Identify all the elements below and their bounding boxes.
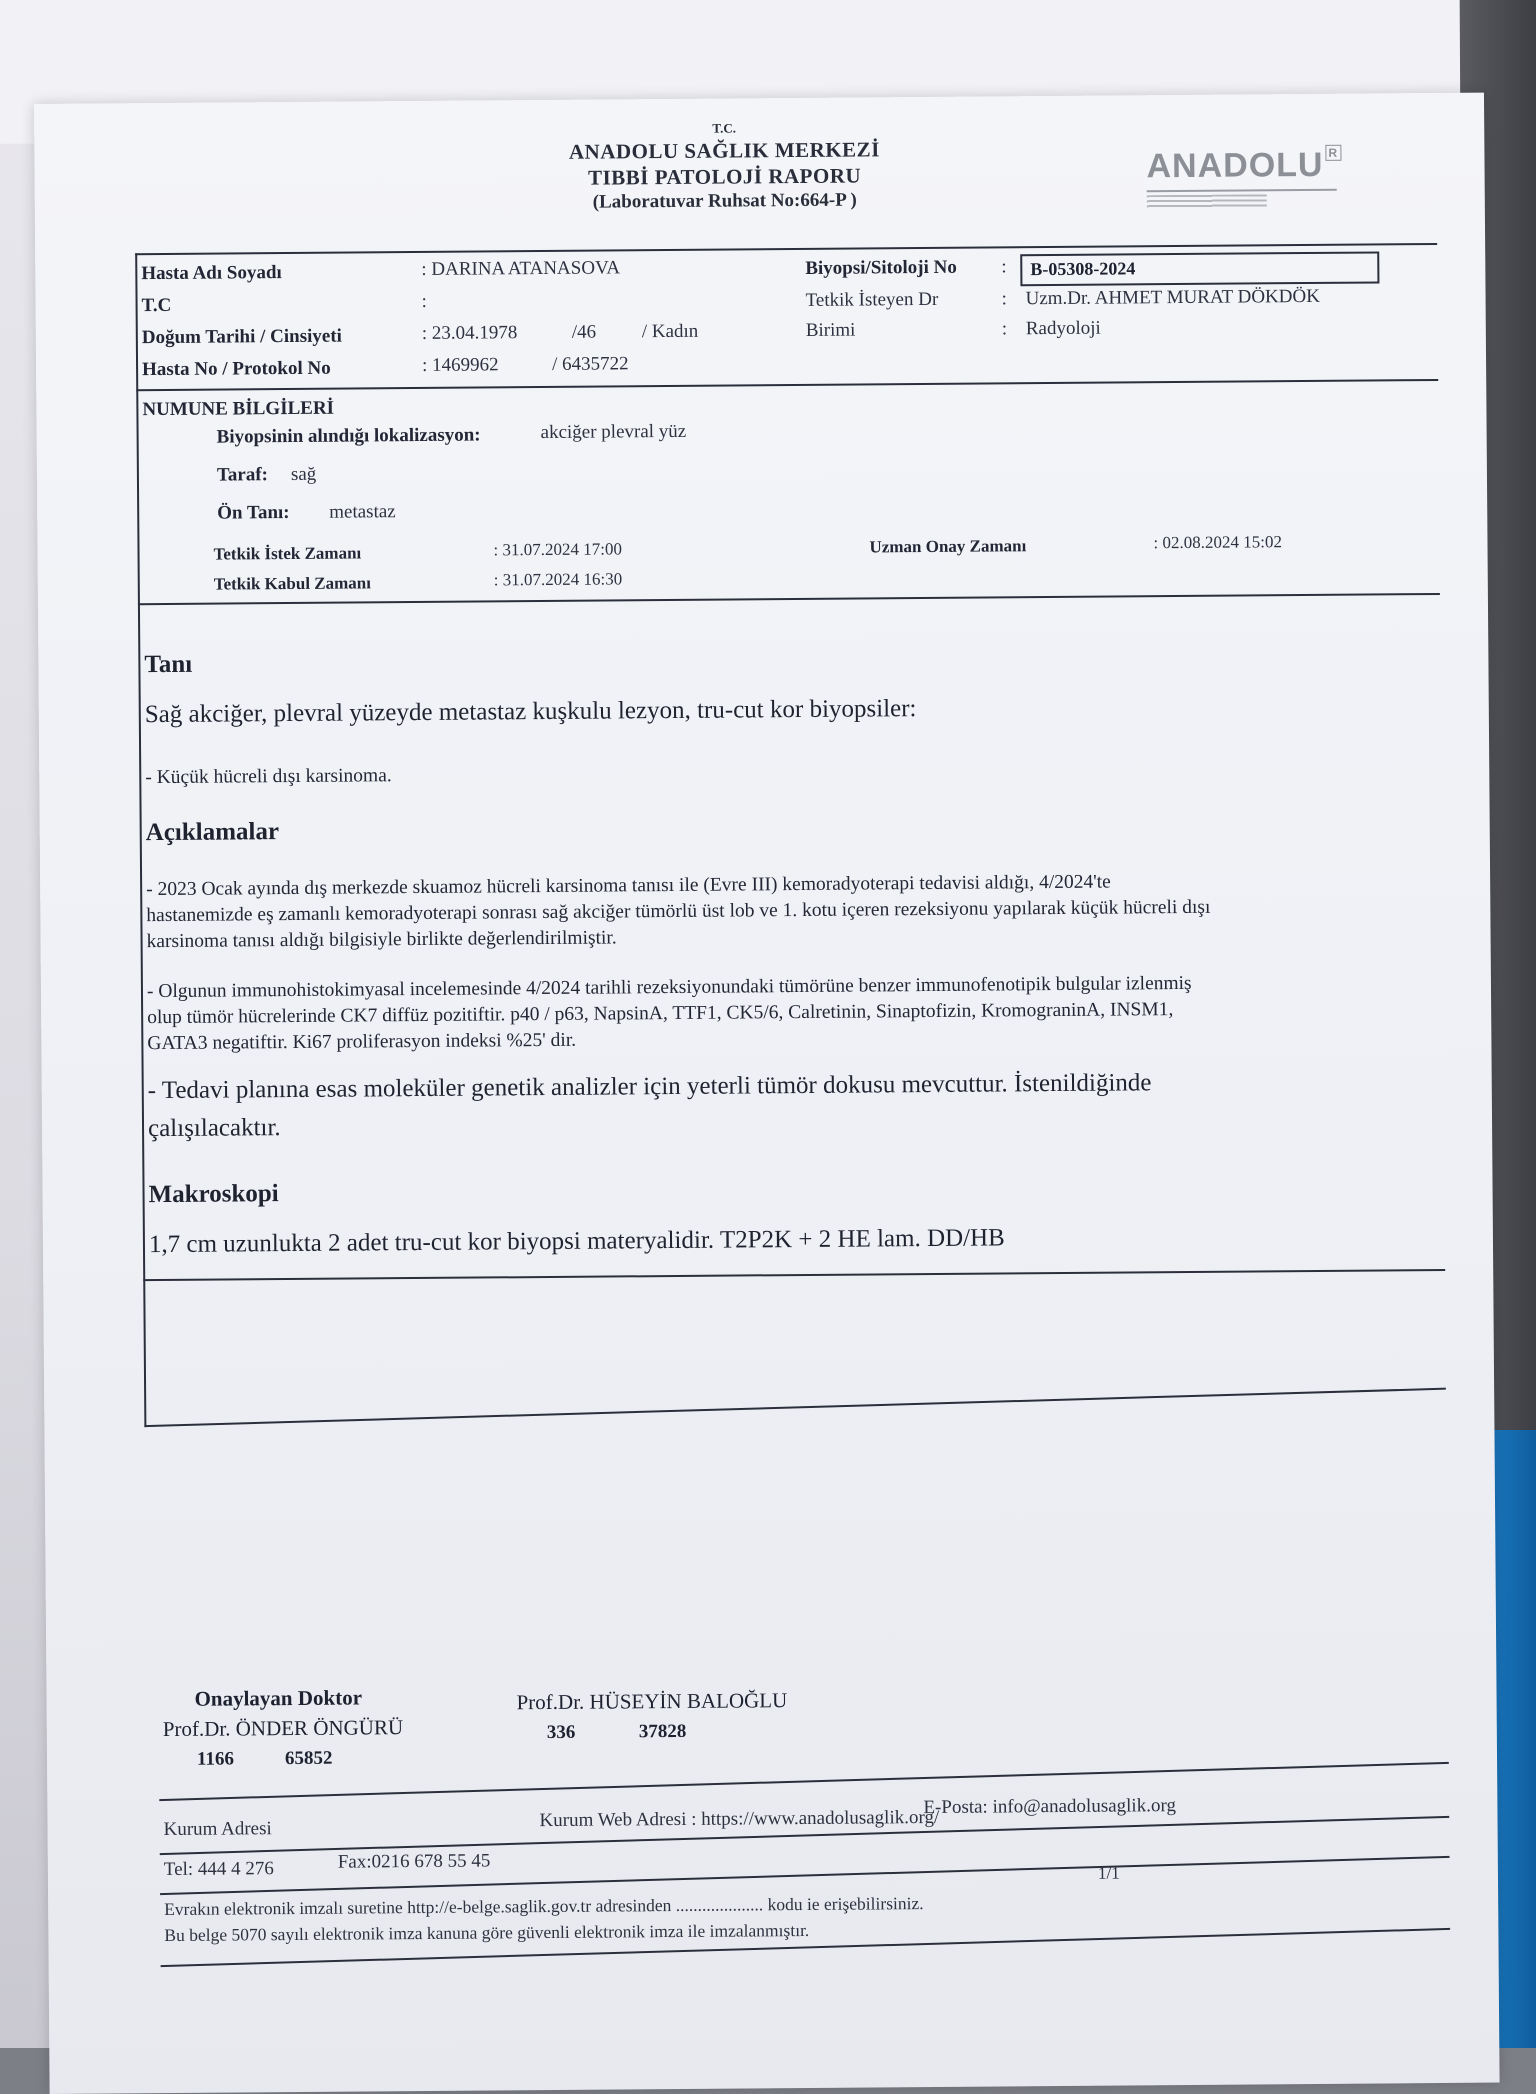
localization-label: Biyopsinin alındığı lokalizasyon: bbox=[216, 424, 481, 448]
registered-mark-icon: R bbox=[1325, 145, 1341, 161]
accept-time-label: Tetkik Kabul Zamanı bbox=[213, 573, 372, 594]
tc-value: : bbox=[421, 290, 427, 312]
patient-no-label: Hasta No / Protokol No bbox=[142, 357, 331, 381]
patient-name-value: : DARINA ATANASOVA bbox=[421, 257, 621, 280]
pathology-report-page bbox=[34, 93, 1500, 2094]
e-signature-legal-notice: Bu belge 5070 sayılı elektronik imza kanuna göre güvenli elektronik imza ile imzalanmıştır. bbox=[164, 1919, 810, 1946]
doctor-1-name: Prof.Dr. ÖNDER ÖNGÜRÜ bbox=[162, 1715, 404, 1742]
logo-subtitle-graphic bbox=[1147, 194, 1267, 209]
report-title: TIBBİ PATOLOJİ RAPORU bbox=[587, 163, 862, 190]
anadolu-logo bbox=[1146, 146, 1341, 187]
license-number: (Laboratuvar Ruhsat No:664-P ) bbox=[592, 189, 857, 213]
approval-time-value: : 02.08.2024 15:02 bbox=[1153, 532, 1283, 553]
e-document-notice: Evrakın elektronik imzalı suretine http://e-belge.saglik.gov.tr adresinden .................... kodu ie erişebilirsiniz. bbox=[164, 1893, 924, 1920]
age-value: /46 bbox=[571, 321, 597, 343]
side-value: sağ bbox=[290, 463, 317, 485]
fax-number: Fax:0216 678 55 45 bbox=[337, 1850, 491, 1873]
explanations-p3-line-2: çalışılacaktır. bbox=[147, 1114, 281, 1143]
explanations-p2-line-3: GATA3 negatiftir. Ki67 proliferasyon indeksi %25' dir. bbox=[147, 1029, 577, 1055]
explanations-p2-line-2: olup tümör hücrelerinde CK7 diffüz pozitiftir. p40 / p63, NapsinA, TTF1, CK5/6, Calretinin, Sinaptofizin, KromograninA, INSM1, bbox=[147, 999, 1174, 1029]
explanations-p1-line-1: - 2023 Ocak ayında dış merkezde skuamoz hücreli karsinoma tanısı ile (Evre III) kemoradyoterapi tedavisi aldığı, 4/2024'te bbox=[146, 871, 1111, 901]
web-address-label: Kurum Web Adresi : https://www.anadolusaglik.org/ bbox=[539, 1806, 940, 1832]
tc-label: T.C bbox=[141, 294, 172, 317]
email-label: E-Posta: info@anadolusaglik.org bbox=[923, 1795, 1176, 1819]
requesting-doctor-value: Uzm.Dr. AHMET MURAT DÖKDÖK bbox=[1025, 285, 1320, 310]
explanations-p3-line-1: - Tedavi planına esas moleküler genetik analizler için yeterli tümör dokusu mevcuttur. İstenildiğinde bbox=[147, 1069, 1152, 1105]
biopsy-colon: : bbox=[1001, 256, 1007, 278]
page-number: 1/1 bbox=[1097, 1863, 1120, 1883]
requesting-doctor-colon: : bbox=[1001, 288, 1007, 310]
sample-top-rule bbox=[136, 379, 1438, 391]
phone-number: Tel: 444 4 276 bbox=[163, 1858, 274, 1881]
institution-address-label: Kurum Adresi bbox=[163, 1818, 272, 1841]
protocol-no-value: / 6435722 bbox=[551, 353, 629, 375]
macroscopy-title: Makroskopi bbox=[148, 1180, 279, 1209]
doctor-1-code-2: 65852 bbox=[284, 1747, 333, 1770]
prediagnosis-label: Ön Tanı: bbox=[217, 502, 290, 524]
footer-top-rule bbox=[159, 1762, 1449, 1801]
requesting-doctor-label: Tetkik İsteyen Dr bbox=[805, 288, 939, 311]
biopsy-no-label: Biyopsi/Sitoloji No bbox=[805, 256, 957, 279]
patient-no-value: : 1469962 bbox=[421, 354, 499, 376]
request-time-label: Tetkik İstek Zamanı bbox=[213, 543, 362, 564]
doctor-2-name: Prof.Dr. HÜSEYİN BALOĞLU bbox=[516, 1688, 788, 1715]
localization-value: akciğer plevral yüz bbox=[540, 420, 687, 444]
doctor-2-code-2: 37828 bbox=[638, 1720, 687, 1743]
dob-value: : 23.04.1978 bbox=[421, 322, 518, 344]
tc-mark: T.C. bbox=[712, 120, 737, 136]
approval-time-label: Uzman Onay Zamanı bbox=[869, 536, 1027, 557]
unit-colon: : bbox=[1001, 318, 1008, 340]
report-left-border bbox=[135, 253, 146, 1427]
org-name: ANADOLU SAĞLIK MERKEZİ bbox=[568, 137, 880, 164]
dob-label: Doğum Tarihi / Cinsiyeti bbox=[141, 325, 342, 349]
approving-doctor-label: Onaylayan Doktor bbox=[194, 1685, 363, 1711]
report-box-bottom-rule bbox=[144, 1388, 1446, 1427]
explanations-p1-line-2: hastanemizde eş zamanlı kemoradyoterapi sonrası sağ akciğer tümörlü üst lob ve 1. kotu içeren rezeksiyonu yapılarak küçük hücreli dışı bbox=[146, 896, 1211, 927]
side-label: Taraf: bbox=[216, 464, 269, 486]
doctor-2-code-1: 336 bbox=[546, 1721, 576, 1744]
unit-label: Birimi bbox=[805, 319, 856, 341]
diagnosis-top-rule bbox=[138, 593, 1440, 605]
report-bottom-rule bbox=[143, 1269, 1445, 1281]
sample-section-title: NUMUNE BİLGİLERİ bbox=[142, 397, 335, 421]
explanations-title: Açıklamalar bbox=[145, 818, 280, 847]
unit-value: Radyoloji bbox=[1025, 317, 1101, 340]
gender-value: / Kadın bbox=[641, 320, 699, 343]
diagnosis-line-1: Sağ akciğer, plevral yüzeyde metastaz kuşkulu lezyon, tru-cut kor biyopsiler: bbox=[144, 695, 917, 729]
patient-name-label: Hasta Adı Soyadı bbox=[141, 262, 282, 285]
explanations-p2-line-1: - Olgunun immunohistokimyasal incelemesinde 4/2024 tarihli rezeksiyonundaki tümörüne benzer immunofenotipik bulgular izlenmiş bbox=[146, 972, 1192, 1003]
diagnosis-line-2: - Küçük hücreli dışı karsinoma. bbox=[145, 765, 392, 789]
logo-divider bbox=[1147, 189, 1337, 192]
request-time-value: : 31.07.2024 17:00 bbox=[493, 539, 623, 560]
explanations-p1-line-3: karsinoma tanısı aldığı bilgisiyle birlikte değerlendirilmiştir. bbox=[146, 927, 617, 953]
macroscopy-text: 1,7 cm uzunlukta 2 adet tru-cut kor biyopsi materyalidir. T2P2K + 2 HE lam. DD/HB bbox=[148, 1224, 1005, 1259]
logo-text: ANADOLU bbox=[1146, 145, 1324, 186]
accept-time-value: : 31.07.2024 16:30 bbox=[493, 569, 623, 590]
diagnosis-title: Tanı bbox=[144, 650, 193, 679]
biopsy-no-value: B-05308-2024 bbox=[1030, 258, 1136, 280]
doctor-1-code-1: 1166 bbox=[196, 1748, 235, 1770]
prediagnosis-value: metastaz bbox=[329, 501, 396, 523]
